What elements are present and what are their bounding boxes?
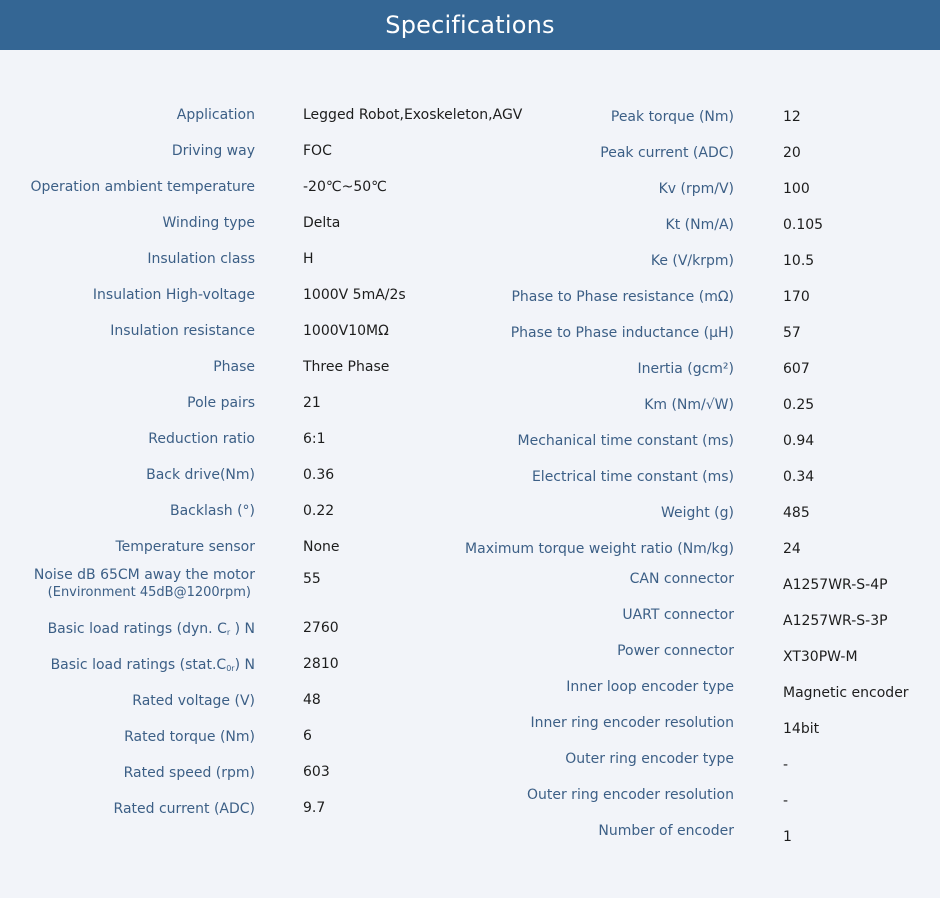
spec-value: 21 xyxy=(303,395,321,411)
spec-label-note: (Environment 45dB@1200rpm) xyxy=(47,585,251,600)
spec-row xyxy=(470,134,940,170)
spec-value: None xyxy=(303,539,340,555)
spec-label: Km (Nm/√W) xyxy=(644,397,734,413)
spec-row xyxy=(465,530,940,566)
spec-row xyxy=(470,278,940,314)
spec-value: 55 xyxy=(303,571,321,587)
spec-label-post: ) N xyxy=(234,657,255,673)
spec-label: Reduction ratio xyxy=(148,431,255,447)
spec-value: 170 xyxy=(783,289,810,305)
spec-row xyxy=(0,314,530,350)
spec-label: Inner loop encoder type xyxy=(566,679,734,695)
spec-row xyxy=(0,134,530,170)
spec-row xyxy=(0,386,530,422)
spec-label: Peak current (ADC) xyxy=(600,145,734,161)
spec-label-sub: 0r xyxy=(226,664,235,673)
spec-value: A1257WR-S-3P xyxy=(783,613,888,629)
spec-label-sub: r xyxy=(226,628,231,637)
spec-value: 0.105 xyxy=(783,217,824,233)
spec-value: Legged Robot,Exoskeleton,AGV xyxy=(303,107,523,123)
spec-label: Backlash (°) xyxy=(170,503,255,519)
spec-label: Phase xyxy=(213,359,255,375)
spec-row xyxy=(0,602,530,638)
spec-row xyxy=(470,242,940,278)
spec-row xyxy=(0,98,530,134)
spec-label: Maximum torque weight ratio (Nm/kg) xyxy=(465,541,734,557)
spec-value: 2810 xyxy=(303,656,339,672)
spec-row xyxy=(0,638,530,674)
spec-value: -20℃~50℃ xyxy=(303,179,387,195)
spec-value: - xyxy=(783,793,789,809)
spec-value: A1257WR-S-4P xyxy=(783,577,888,593)
spec-label: CAN connector xyxy=(629,571,734,587)
spec-value: 6 xyxy=(303,728,312,744)
spec-label: Inertia (gcm²) xyxy=(637,361,734,377)
spec-label: Power connector xyxy=(617,643,734,659)
spec-row xyxy=(0,350,530,386)
spec-label: Operation ambient temperature xyxy=(30,179,255,195)
page-title: Specifications xyxy=(385,11,555,39)
spec-row xyxy=(470,566,940,602)
spec-label: Inner ring encoder resolution xyxy=(530,715,734,731)
spec-label: Kv (rpm/V) xyxy=(658,181,734,197)
spec-value: 2760 xyxy=(303,620,339,636)
spec-value: - xyxy=(783,757,789,773)
spec-label-pre: Basic load ratings (dyn. C xyxy=(47,621,227,637)
spec-row xyxy=(0,674,530,710)
spec-row xyxy=(470,674,940,710)
spec-value: 0.36 xyxy=(303,467,335,483)
spec-row xyxy=(470,98,940,134)
spec-value: 20 xyxy=(783,145,801,161)
spec-column-left xyxy=(0,98,530,818)
spec-label: Kt (Nm/A) xyxy=(665,217,734,233)
spec-row xyxy=(0,746,530,782)
spec-label: Rated torque (Nm) xyxy=(124,729,255,745)
spec-label: Peak torque (Nm) xyxy=(610,109,734,125)
spec-value: 0.25 xyxy=(783,397,815,413)
spec-label: Insulation High-voltage xyxy=(92,287,255,303)
spec-label: Rated current (ADC) xyxy=(113,801,255,817)
spec-label: Outer ring encoder type xyxy=(565,751,734,767)
spec-value: 100 xyxy=(783,181,810,197)
spec-row xyxy=(0,458,530,494)
spec-value: Delta xyxy=(303,215,341,231)
spec-row xyxy=(470,782,940,818)
spec-label: UART connector xyxy=(622,607,734,623)
spec-value: 0.94 xyxy=(783,433,815,449)
spec-label-noise xyxy=(34,566,255,602)
spec-label: Winding type xyxy=(162,215,255,231)
spec-value: 12 xyxy=(783,109,801,125)
spec-label: Insulation class xyxy=(147,251,255,267)
spec-value: XT30PW-M xyxy=(783,649,858,665)
spec-row xyxy=(470,350,940,386)
spec-label: Ke (V/krpm) xyxy=(650,253,734,269)
spec-value: 9.7 xyxy=(303,800,326,816)
spec-value: Three Phase xyxy=(303,359,390,375)
spec-label: Pole pairs xyxy=(187,395,255,411)
spec-row xyxy=(0,422,530,458)
spec-row xyxy=(0,206,530,242)
spec-row xyxy=(0,710,530,746)
spec-row xyxy=(470,458,940,494)
spec-value: 1000V10MΩ xyxy=(303,323,389,339)
spec-row xyxy=(0,782,530,818)
spec-value: 6:1 xyxy=(303,431,326,447)
spec-label: Back drive(Nm) xyxy=(146,467,255,483)
spec-value: 0.22 xyxy=(303,503,335,519)
spec-row xyxy=(470,422,940,458)
spec-value: Magnetic encoder xyxy=(783,685,909,701)
spec-row xyxy=(0,494,530,530)
spec-label: Insulation resistance xyxy=(110,323,255,339)
spec-value: 24 xyxy=(783,541,801,557)
spec-value: 57 xyxy=(783,325,801,341)
spec-label: Electrical time constant (ms) xyxy=(531,469,734,485)
spec-row xyxy=(470,494,940,530)
spec-row xyxy=(470,170,940,206)
spec-value: 10.5 xyxy=(783,253,815,269)
spec-label: Phase to Phase resistance (mΩ) xyxy=(511,289,734,305)
spec-label: Weight (g) xyxy=(660,505,734,521)
spec-label: Mechanical time constant (ms) xyxy=(517,433,734,449)
spec-label: Application xyxy=(176,107,255,123)
spec-value: 1 xyxy=(783,829,792,845)
spec-value: 14bit xyxy=(783,721,820,737)
spec-row xyxy=(470,602,940,638)
spec-header xyxy=(0,0,940,50)
spec-label: Driving way xyxy=(171,143,255,159)
spec-value: 48 xyxy=(303,692,321,708)
spec-value: 607 xyxy=(783,361,810,377)
spec-label: Outer ring encoder resolution xyxy=(526,787,734,803)
spec-row xyxy=(0,278,530,314)
spec-value: 1000V 5mA/2s xyxy=(303,287,406,303)
spec-value: FOC xyxy=(303,143,332,159)
spec-label: Rated speed (rpm) xyxy=(123,765,255,781)
spec-label: Temperature sensor xyxy=(115,539,255,555)
spec-label: Rated voltage (V) xyxy=(132,693,255,709)
spec-row xyxy=(470,206,940,242)
spec-row xyxy=(470,746,940,782)
spec-row xyxy=(470,386,940,422)
spec-value: 603 xyxy=(303,764,330,780)
spec-label: Phase to Phase inductance (μH) xyxy=(510,325,734,341)
spec-label: Number of encoder xyxy=(598,823,734,839)
spec-value: 485 xyxy=(783,505,810,521)
spec-label-pre: Basic load ratings (stat.C xyxy=(50,657,227,673)
spec-column-right xyxy=(465,98,940,854)
spec-row xyxy=(470,314,940,350)
spec-value: 0.34 xyxy=(783,469,815,485)
spec-label-post: ) N xyxy=(230,621,255,637)
spec-row xyxy=(470,818,940,854)
spec-row xyxy=(470,638,940,674)
spec-label-main: Noise dB 65CM away the motor xyxy=(33,567,255,583)
spec-row xyxy=(0,530,530,566)
spec-row xyxy=(0,566,530,602)
spec-row xyxy=(0,170,530,206)
spec-row xyxy=(470,710,940,746)
spec-value: H xyxy=(303,251,314,267)
spec-row xyxy=(0,242,530,278)
